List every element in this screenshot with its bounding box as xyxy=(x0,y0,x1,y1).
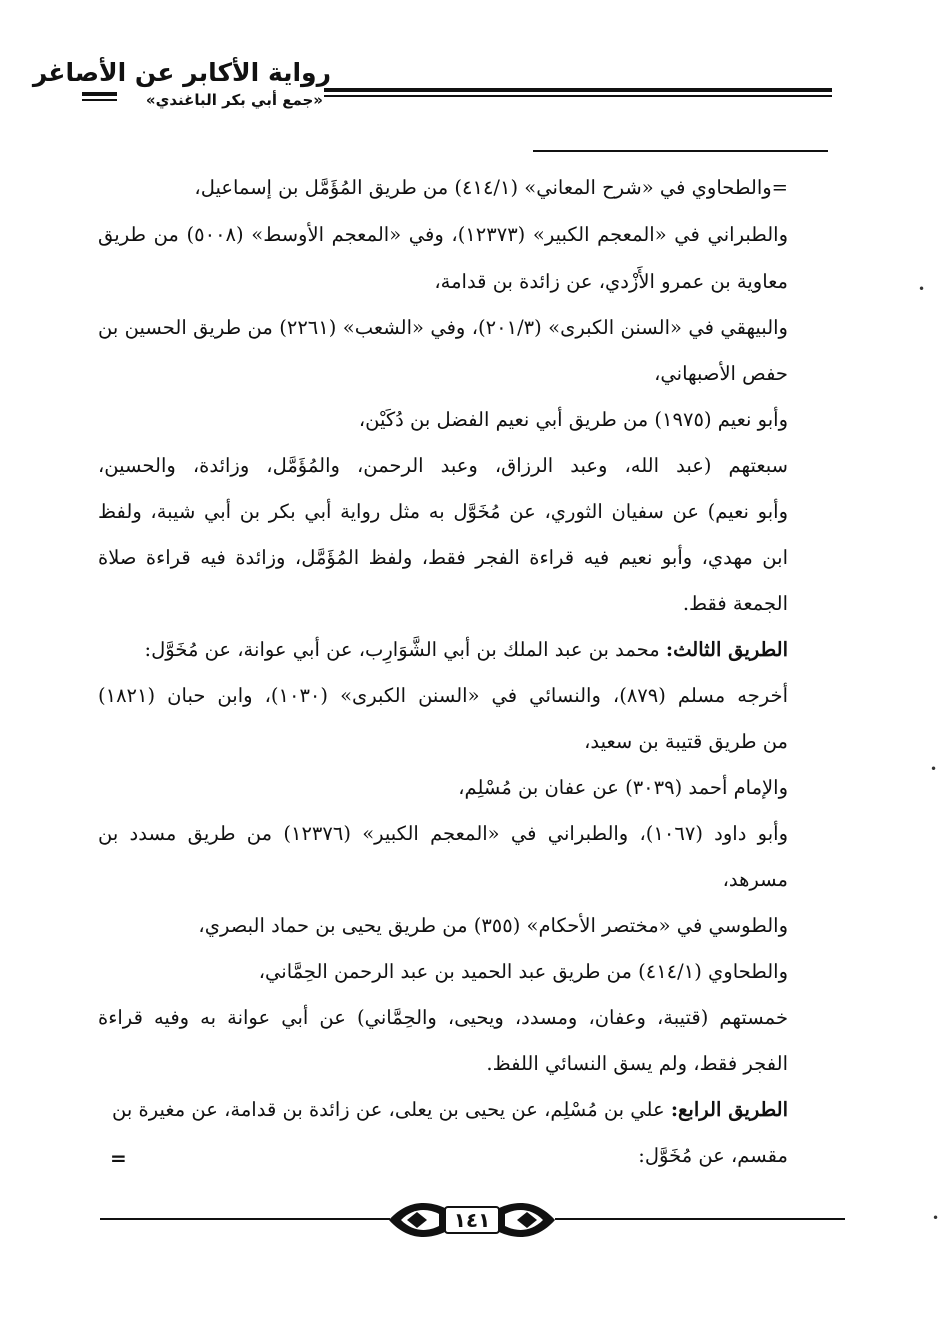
text-line: الجمعة فقط. xyxy=(682,592,788,615)
text-line: والطبراني في «المعجم الكبير» (١٢٣٧٣)، وفي «المعجم الأوسط» (٥٠٠٨) من طريق xyxy=(98,223,788,246)
section-label-third-path: الطريق الثالث: xyxy=(665,638,788,661)
running-head-subtitle: «جمع أبي بكر الباغندي» xyxy=(145,91,323,109)
header-rule-left-thin xyxy=(82,99,117,101)
text-segment: علي بن مُسْلِم، عن يحيى بن يعلى، عن زائدة بن قدامة، عن مغيرة بن xyxy=(112,1098,665,1121)
text-line: ابن مهدي، وأبو نعيم فيه قراءة الفجر فقط، ولفظ المُؤَمَّل، وزائدة فيه قراءة صلاة xyxy=(98,546,788,569)
text-line: والإمام أحمد (٣٠٣٩) عن عفان بن مُسْلِم، xyxy=(458,776,788,799)
page-number: ١٤١ xyxy=(453,1208,491,1232)
text-line xyxy=(98,1100,788,1120)
footer-rule-left xyxy=(100,1218,390,1220)
header-rule-left xyxy=(82,92,117,96)
scan-mark: • xyxy=(932,1211,940,1225)
text-line: خمستهم (قتيبة، وعفان، ومسدد، ويحيى، والحِمَّاني) عن أبي عوانة به وفيه قراءة xyxy=(98,1006,788,1029)
text-line: معاوية بن عمرو الأَزْدي، عن زائدة بن قدامة، xyxy=(434,270,788,293)
text-line: أخرجه مسلم (٨٧٩)، والنسائي في «السنن الكبرى» (١٠٣٠)، وابن حبان (١٨٢١) xyxy=(98,684,788,707)
footer-rule-right xyxy=(555,1218,845,1220)
header-rule-thin xyxy=(324,95,832,97)
continuation-mark: = xyxy=(110,1146,127,1170)
section-label-fourth-path: الطريق الرابع: xyxy=(670,1098,788,1121)
text-line: من طريق قتيبة بن سعيد، xyxy=(584,730,788,753)
text-line: الفجر فقط، ولم يسق النسائي اللفظ. xyxy=(486,1052,788,1075)
text-segment: محمد بن عبد الملك بن أبي الشَّوَارِب، عن أبي عوانة، عن مُخَوَّل: xyxy=(144,638,660,661)
footnote-separator xyxy=(533,150,828,152)
text-line: مقسم، عن مُخَوَّل: xyxy=(638,1144,788,1167)
text-line: وأبو نعيم) عن سفيان الثوري، عن مُخَوَّل به مثل رواية أبي بكر بن أبي شيبة، ولفظ xyxy=(98,500,788,523)
text-line: وأبو داود (١٠٦٧)، والطبراني في «المعجم الكبير» (١٢٣٧٦) من طريق مسدد بن xyxy=(98,822,788,845)
text-line: وأبو نعيم (١٩٧٥) من طريق أبي نعيم الفضل بن دُكَيْن، xyxy=(358,408,788,431)
text-line xyxy=(98,640,788,660)
text-line: سبعتهم (عبد الله، وعبد الرزاق، وعبد الرحمن، والمُؤَمَّل، وزائدة، والحسين، xyxy=(98,454,788,477)
text-line: والطوسي في «مختصر الأحكام» (٣٥٥) من طريق يحيى بن حماد البصري، xyxy=(198,914,788,937)
header-rule xyxy=(324,88,832,92)
text-line: مسرهد، xyxy=(722,868,788,891)
scan-mark: • xyxy=(930,762,938,776)
text-line: حفص الأصبهاني، xyxy=(654,362,788,385)
running-head-title: رواية الأكابر عن الأصاغر xyxy=(32,58,331,87)
text-line: والبيهقي في «السنن الكبرى» (٢٠١/٣)، وفي «الشعب» (٢٢٦١) من طريق الحسين بن xyxy=(98,316,788,339)
text-line: والطحاوي (٤١٤/١) من طريق عبد الحميد بن عبد الرحمن الحِمَّاني، xyxy=(258,960,788,983)
scan-mark: • xyxy=(918,282,926,296)
text-line: =والطحاوي في «شرح المعاني» (٤١٤/١) من طريق المُؤَمَّل بن إسماعيل، xyxy=(194,176,788,199)
